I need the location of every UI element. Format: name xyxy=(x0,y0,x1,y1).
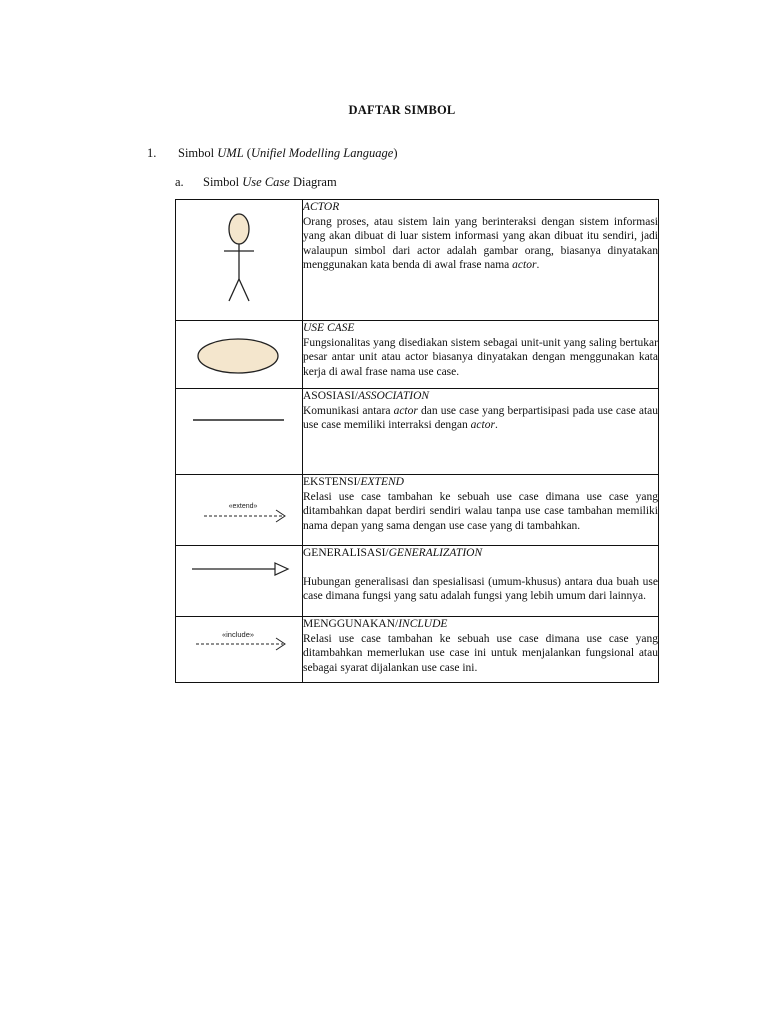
symbol-name-plain: GENERALISASI/ xyxy=(303,547,389,559)
symbol-name-italic: ASSOCIATION xyxy=(357,390,430,402)
table-row xyxy=(176,200,659,321)
symbol-name-italic: USE CASE xyxy=(303,322,355,334)
include-dashed-arrow-icon xyxy=(176,617,302,683)
text-part-italic: actor xyxy=(393,404,418,417)
symbol-description xyxy=(303,200,659,321)
actor-stick-figure-icon xyxy=(176,200,302,321)
symbol-name xyxy=(303,546,658,561)
text-part: dan use case yang berpartisipasi pada use case atau use case memiliki interraksi dengan xyxy=(303,404,658,432)
table-row xyxy=(176,321,659,389)
text-part: Fungsionalitas yang disediakan sistem sebagai unit-unit yang saling bertukar pesar antar unit atau actor biasanya dinyatakan dengan menggunakan kata kerja di awal frase nama use case. xyxy=(303,336,658,378)
subsection-italic: Use Case xyxy=(242,175,290,189)
section-number: 1. xyxy=(147,146,157,160)
text-part: . xyxy=(536,259,540,272)
subsection-prefix: Simbol xyxy=(203,175,243,189)
symbol-name xyxy=(303,389,658,404)
use-case-ellipse-icon xyxy=(176,321,302,389)
symbol-name-plain: EKSTENSI/ xyxy=(303,476,361,488)
symbol-text xyxy=(303,215,658,273)
document-title: DAFTAR SIMBOL xyxy=(348,103,456,117)
symbol-name-italic: EXTEND xyxy=(360,476,404,488)
spacer xyxy=(303,561,658,575)
text-part: Relasi use case tambahan ke sebuah use case dimana use case yang ditambahkan dapat berdiri sendiri walau tanpa use case tambahan memiliki nama depan yang sama dengan use case yang di tambahkan. xyxy=(303,490,658,532)
symbol-name-plain: MENGGUNAKAN/ xyxy=(303,618,399,630)
symbol-name xyxy=(303,321,658,336)
symbol-table xyxy=(175,199,659,683)
symbol-description xyxy=(303,546,659,617)
section-heading-uml xyxy=(147,146,397,161)
symbol-text xyxy=(303,336,658,380)
symbol-description xyxy=(303,389,659,475)
section-uml-full: Unifiel Modelling Language xyxy=(250,146,394,160)
symbol-name-italic: ACTOR xyxy=(303,201,340,213)
symbol-name-italic: INCLUDE xyxy=(398,618,448,630)
text-part: Orang proses, atau sistem lain yang berinteraksi dengan sistem informasi yang akan dibuat di luar sistem informasi yang akan dibuat itu sendiri, jadi walaupun simbol dari actor adalah gambar orang, biasanya dinyatakan menggunakan kata benda di awal frase nama xyxy=(303,215,658,272)
text-part-italic: actor xyxy=(512,259,537,272)
table-row xyxy=(176,389,659,475)
symbol-name xyxy=(303,475,658,490)
symbol-text xyxy=(303,490,658,534)
symbol-name xyxy=(303,617,658,632)
symbol-description xyxy=(303,321,659,389)
paren-open: ( xyxy=(243,146,251,160)
symbol-description xyxy=(303,475,659,546)
subsection-heading-use-case xyxy=(175,175,337,190)
extend-stereotype-label: «extend» xyxy=(228,503,258,510)
association-line-icon xyxy=(176,389,302,475)
symbol-name-plain: ASOSIASI/ xyxy=(303,390,358,402)
symbol-name-italic: GENERALIZATION xyxy=(388,547,483,559)
extend-dashed-arrow-icon xyxy=(176,475,302,546)
subsection-letter: a. xyxy=(175,175,184,189)
table-row xyxy=(176,546,659,617)
symbol-cell xyxy=(176,475,303,546)
generalization-arrow-icon xyxy=(176,546,302,617)
symbol-cell xyxy=(176,389,303,475)
text-part: Relasi use case tambahan ke sebuah use case dimana use case yang ditambahkan memerlukan use case ini untuk menjalankan fungsional atau sebagai syarat dijalankan use case ini. xyxy=(303,632,658,674)
include-stereotype-label: «include» xyxy=(221,630,255,639)
paren-close: ) xyxy=(393,146,398,160)
section-prefix: Simbol xyxy=(178,146,218,160)
table-row xyxy=(176,475,659,546)
subsection-suffix: Diagram xyxy=(289,175,337,189)
symbol-cell xyxy=(176,321,303,389)
symbol-cell xyxy=(176,546,303,617)
text-part: Komunikasi antara xyxy=(303,404,394,417)
section-uml: UML xyxy=(217,146,244,160)
text-part: Hubungan generalisasi dan spesialisasi (umum-khusus) antara dua buah use case dimana fungsi yang satu adalah fungsi yang lebih umum dari lainnya. xyxy=(303,575,658,603)
symbol-name xyxy=(303,200,658,215)
table-row xyxy=(176,617,659,683)
symbol-cell xyxy=(176,200,303,321)
symbol-cell xyxy=(176,617,303,683)
text-part: . xyxy=(494,419,498,432)
symbol-text xyxy=(303,404,658,433)
text-part-italic: actor xyxy=(470,419,495,432)
symbol-text xyxy=(303,575,658,604)
symbol-text xyxy=(303,632,658,676)
symbol-description xyxy=(303,617,659,683)
